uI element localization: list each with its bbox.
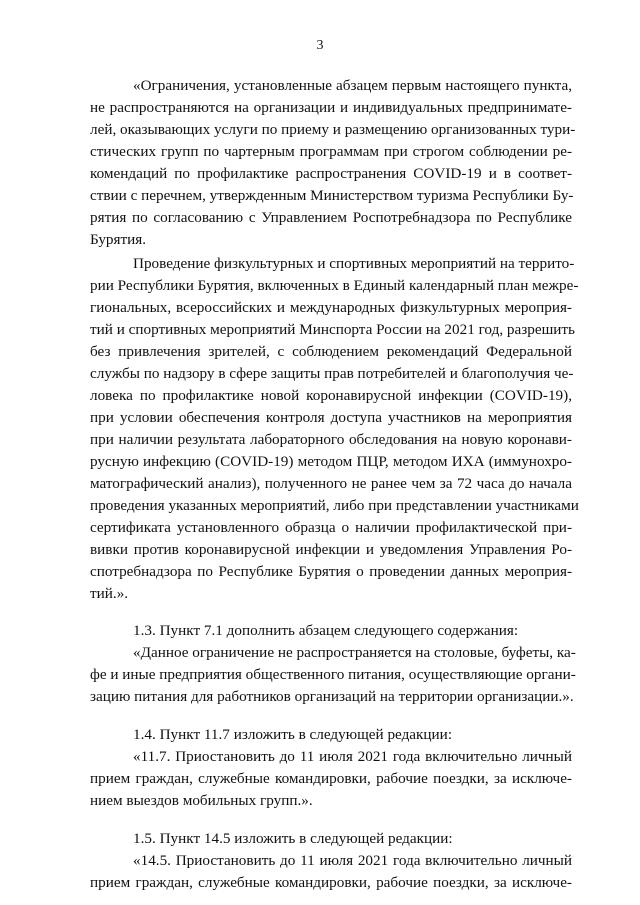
text-line: комендаций по профилактике распространения COVID-19 и в соответ- [90,165,572,182]
text-line: тий и спортивных мероприятий Минспорта России на 2021 год, разрешить [90,321,575,338]
text-line: 1.5. Пункт 14.5 изложить в следующей редакции: [133,830,453,847]
text-line: тий.». [90,585,129,602]
text-line: зацию питания для работников организаций на территории организации.». [90,688,574,705]
text-line: фе и иные предприятия общественного питания, осуществляющие органи- [90,666,576,683]
text-line: ловека по профилактике новой коронавирусной инфекции (COVID-19), [90,387,572,404]
text-line: 1.3. Пункт 7.1 дополнить абзацем следующего содержания: [133,622,519,639]
text-line: вивки против коронавирусной инфекции и уведомления Управления Ро- [90,541,572,558]
text-line: при наличии результата лабораторного обследования на новую коронави- [90,431,572,448]
text-line: «Данное ограничение не распространяется на столовые, буфеты, ка- [133,644,576,661]
text-line: «11.7. Приостановить до 11 июля 2021 года включительно личный [133,748,572,765]
text-line: не распространяются на организации и индивидуальных предпринимате- [90,99,572,116]
text-line: «14.5. Приостановить до 11 июля 2021 года включительно личный [133,852,572,869]
text-line: рятия по согласованию с Управлением Роспотребнадзора по Республике [90,209,572,226]
text-line: гиональных, всероссийских и международных физкультурных мероприя- [90,299,572,316]
text-line: проведения указанных мероприятий, либо при представлении участниками [90,497,579,514]
text-line: стических групп по чартерным программам при строгом соблюдении ре- [90,143,572,160]
text-line: службы по надзору в сфере защиты прав потребителей и благополучия че- [90,365,574,382]
text-line: сертификата установленного образца о наличии профилактической при- [90,519,572,536]
text-line: лей, оказывающих услуги по приему и размещению организованных тури- [90,121,576,138]
text-line: «Ограничения, установленные абзацем первым настоящего пункта, [133,77,572,94]
text-line: нием выездов мобильных групп.». [90,792,313,809]
text-line: ствии с перечнем, утвержденным Министерством туризма Республики Бу- [90,187,574,204]
page-number: 3 [316,38,324,53]
text-line: матографический анализ), полученного не ранее чем за 72 часа до начала [90,475,572,492]
text-line: Бурятия. [90,231,147,248]
text-line: Проведение физкультурных и спортивных мероприятий на террито- [133,255,575,272]
text-line: рии Республики Бурятия, включенных в Единый календарный план межре- [90,277,579,294]
text-line: русную инфекцию (COVID-19) методом ПЦР, методом ИХА (иммунохро- [90,453,572,470]
text-line: прием граждан, служебные командировки, рабочие поездки, за исключе- [90,770,572,787]
text-line: спотребнадзора по Республике Бурятия о проведении данных мероприя- [90,563,572,580]
text-line: без привлечения зрителей, с соблюдением рекомендаций Федеральной [90,343,572,360]
text-line: прием граждан, служебные командировки, рабочие поездки, за исключе- [90,874,572,891]
text-line: при условии обеспечения контроля доступа участников на мероприятия [90,409,572,426]
text-line: 1.4. Пункт 11.7 изложить в следующей редакции: [133,726,453,743]
